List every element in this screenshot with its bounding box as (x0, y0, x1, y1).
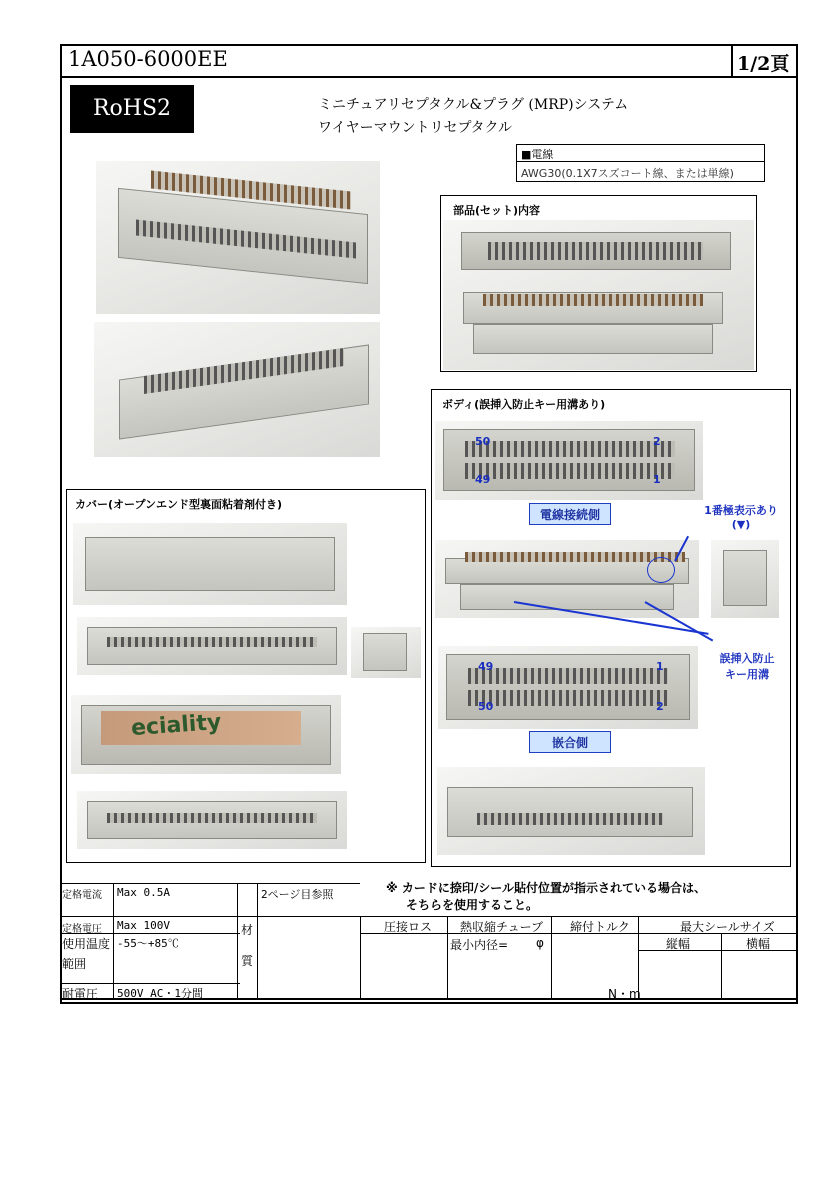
pin1-marker-line2: (▼) (731, 518, 751, 531)
body-photo-wire-side (435, 421, 703, 500)
temp-range-value: -55～+85℃ (117, 937, 179, 950)
wire-heading: ■電線 (521, 148, 554, 161)
tape-print: eciality (130, 709, 223, 742)
wire-divider (517, 161, 764, 162)
temp-range-label2: 範囲 (62, 957, 87, 971)
header-separator (731, 44, 733, 77)
pin-label-49b: 49 (478, 660, 494, 673)
pin-label-1: 1 (653, 473, 661, 486)
rated-current-value: Max 0.5A (117, 886, 170, 899)
product-photo-top (96, 161, 380, 314)
seal-height-label: 縦幅 (666, 937, 691, 951)
parts-set-photo (443, 220, 754, 370)
page-number: 1/2頁 (737, 53, 790, 75)
rated-voltage-label: 定格電圧 (62, 924, 102, 935)
body-photo-mating-side (438, 646, 698, 729)
cover-label: カバー(オープンエンド型裏面粘着剤付き) (75, 498, 283, 511)
body-photo-end (711, 540, 779, 618)
min-inner-diameter-label: 最小内径= (450, 938, 509, 952)
seal-width-label: 横幅 (746, 937, 771, 951)
note-line2: そちらを使用すること。 (406, 898, 539, 912)
cover-photo-2 (77, 617, 347, 675)
wire-spec-box (516, 144, 765, 182)
material-label2: 質 (241, 954, 254, 968)
key-groove-line1: 誤挿入防止 (719, 652, 775, 665)
body-label: ボディ(誤挿入防止キー用溝あり) (442, 398, 606, 411)
header-divider (60, 76, 798, 78)
pin1-circle (647, 557, 675, 583)
wire-side-label: 電線接続側 (529, 503, 611, 525)
wire-value: AWG30(0.1X7スズコート線、または単線) (521, 167, 734, 180)
pin-label-50b: 50 (478, 700, 494, 713)
max-seal-label: 最大シールサイズ (680, 920, 775, 934)
note-line1: ※ カードに捺印/シール貼付位置が指示されている場合は、 (386, 881, 706, 895)
pin-label-2b: 2 (656, 700, 664, 713)
torque-unit: N・m (608, 987, 641, 1001)
crimp-loss-label: 圧接ロス (384, 920, 433, 934)
pin-label-49: 49 (475, 473, 491, 486)
withstand-label: 耐電圧 (62, 987, 99, 1001)
cover-photo-4 (77, 791, 347, 849)
withstand-value: 500V AC・1分間 (117, 987, 203, 1000)
pin1-marker-text (696, 502, 786, 531)
body-panel (431, 389, 791, 867)
key-groove-text (703, 650, 791, 682)
parts-set-panel (440, 195, 757, 372)
pin-label-2: 2 (653, 435, 661, 448)
cover-photo-1 (73, 523, 347, 605)
material-label: 材 (241, 923, 254, 937)
product-title: ミニチュアリセプタクル&プラグ (MRP)システム (318, 97, 629, 113)
parts-set-label: 部品(セット)内容 (453, 204, 541, 217)
pin-label-50: 50 (475, 435, 491, 448)
cover-photo-3 (71, 695, 341, 774)
body-photo-bottom (437, 767, 705, 855)
key-groove-line2: キー用溝 (725, 668, 769, 681)
part-number: 1A050-6000EE (68, 47, 228, 71)
torque-label: 締付トルク (570, 920, 630, 934)
pin1-marker-line1: 1番極表示あり (704, 504, 778, 517)
product-subtitle: ワイヤーマウントリセプタクル (318, 120, 513, 136)
product-photo-bottom (94, 322, 380, 457)
cover-panel (66, 489, 426, 863)
rated-current-label: 定格電流 (62, 890, 102, 901)
pin-label-1b: 1 (656, 660, 664, 673)
rohs-badge: RoHS2 (70, 85, 194, 133)
temp-range-label: 使用温度 (62, 937, 111, 951)
shrink-tube-label: 熱収縮チューブ (460, 920, 544, 934)
cover-photo-end (351, 627, 421, 678)
material-reference: 2ページ目参照 (261, 888, 334, 901)
rated-voltage-value: Max 100V (117, 919, 170, 932)
phi-symbol: φ (536, 936, 544, 950)
mating-side-label: 嵌合側 (529, 731, 611, 753)
